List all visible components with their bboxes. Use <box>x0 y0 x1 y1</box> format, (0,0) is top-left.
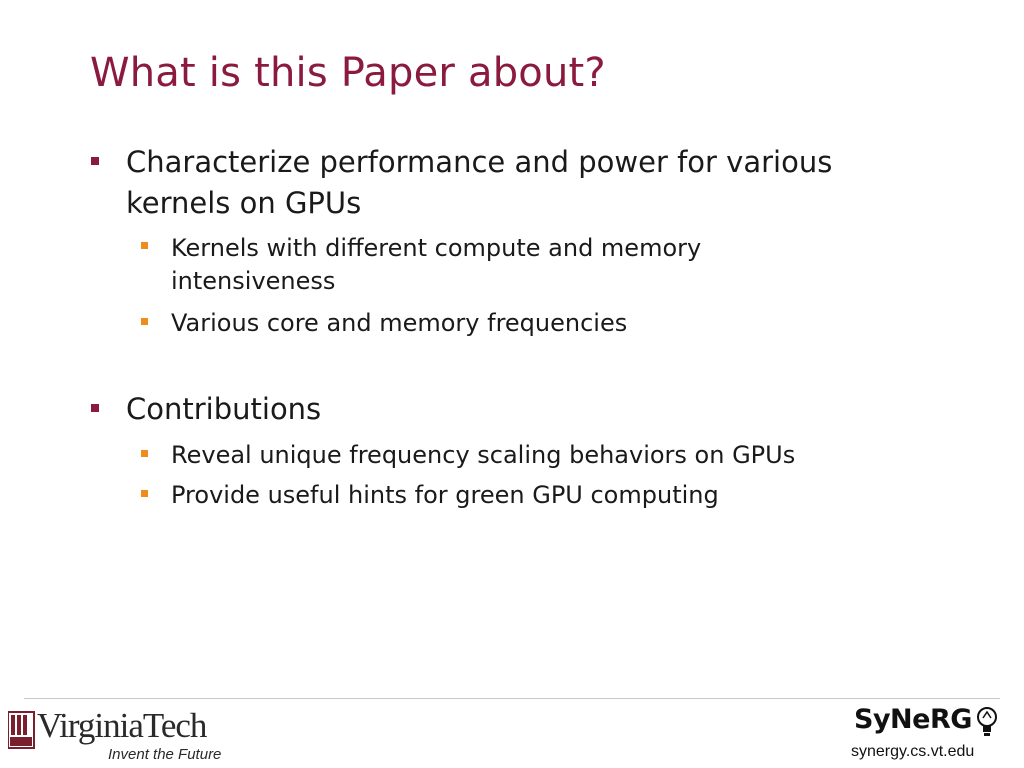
synergy-url: synergy.cs.vt.edu <box>851 743 975 760</box>
bullet-1-line-2: kernels on GPUs <box>126 186 362 220</box>
bullet-marker-2 <box>91 404 99 412</box>
bullet-2-line-1: Contributions <box>126 392 322 426</box>
sub-bullet-marker-1-2 <box>141 318 148 325</box>
bullet-marker-1 <box>91 157 99 165</box>
lightbulb-icon <box>976 706 998 738</box>
virginia-tech-wordmark: VirginiaTech <box>37 706 207 745</box>
sub-bullet-2-1-line-1: Reveal unique frequency scaling behaviors on GPUs <box>171 441 796 469</box>
sub-bullet-1-2-line-1: Various core and memory frequencies <box>171 309 628 337</box>
virginia-tech-tagline: Invent the Future <box>108 746 222 763</box>
sub-bullet-marker-2-1 <box>141 450 148 457</box>
synergy-logo: SyNeRG <box>854 704 972 735</box>
slide-title: What is this Paper about? <box>90 50 606 96</box>
sub-bullet-1-1-line-1: Kernels with different compute and memory <box>171 234 702 262</box>
footer-divider <box>24 698 1000 699</box>
sub-bullet-1-1-line-2: intensiveness <box>171 267 336 295</box>
vt-shield-icon <box>8 712 34 748</box>
sub-bullet-marker-1-1 <box>141 242 148 249</box>
bullet-1-line-1: Characterize performance and power for various <box>126 145 833 179</box>
sub-bullet-2-2-line-1: Provide useful hints for green GPU computing <box>171 481 719 509</box>
sub-bullet-marker-2-2 <box>141 490 148 497</box>
